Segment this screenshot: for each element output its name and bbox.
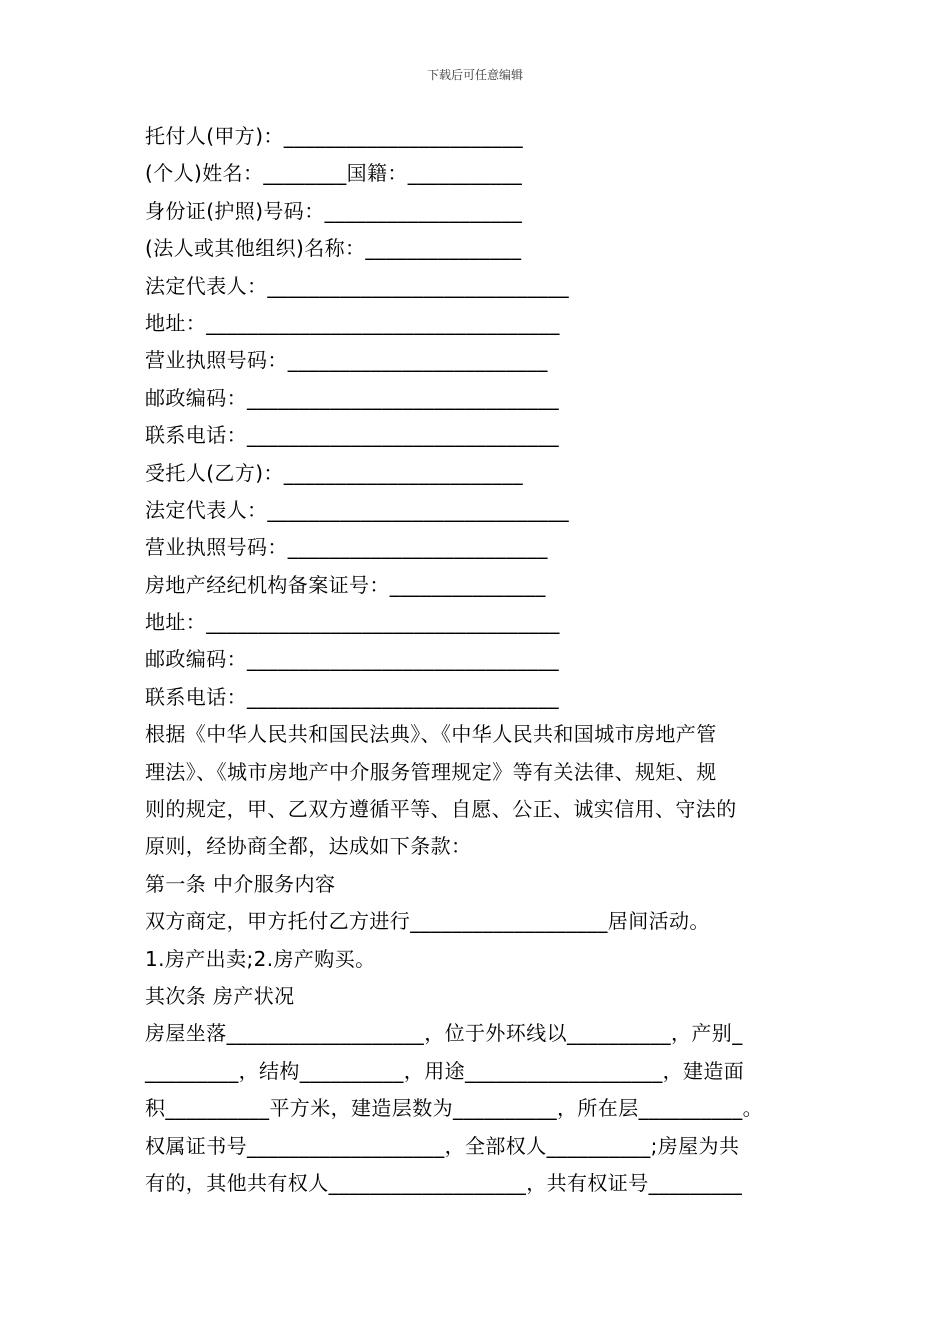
article-1-title: 第一条 中介服务内容	[145, 871, 336, 896]
article-2-line: 积__________平方米，建造层数为__________，所在层__________。	[145, 1096, 763, 1121]
article-2-title: 其次条 房产状况	[145, 983, 295, 1008]
intro-line: 原则，经协商全都，达成如下条款：	[145, 834, 472, 859]
intro-line: 理法》、《城市房地产中介服务管理规定》等有关法律、规矩、规	[145, 759, 717, 784]
agency-registration-line: 房地产经纪机构备案证号：_______________	[145, 572, 546, 597]
legal-rep-line: 法定代表人：_____________________________	[145, 273, 569, 298]
phone-line: 联系电话：______________________________	[145, 423, 559, 448]
article-1-options: 1.房产出卖;2.房产购买。	[145, 946, 376, 971]
article-2-line: 权属证书号___________________，全部权人__________;房屋为共	[145, 1133, 740, 1158]
intro-paragraph	[145, 716, 807, 866]
party-b-postal-code-line: 邮政编码：______________________________	[145, 647, 559, 672]
party-b-legal-rep-line: 法定代表人：_____________________________	[145, 497, 569, 522]
intro-line: 根据《中华人民共和国民法典》、《中华人民共和国城市房地产管	[145, 722, 717, 747]
id-number-line: 身份证(护照)号码：___________________	[145, 198, 523, 223]
party-b-line: 受托人(乙方)：_______________________	[145, 460, 524, 485]
article-2-paragraph	[145, 1015, 807, 1202]
page-header: 下载后可任意编辑	[426, 68, 523, 82]
article-1-body: 双方商定，甲方托付乙方进行___________________居间活动。	[145, 909, 710, 934]
name-nationality-line: (个人)姓名：________国籍：___________	[145, 161, 523, 186]
party-b-license-line: 营业执照号码：_________________________	[145, 535, 548, 560]
article-2-line: _________，结构__________，用途___________________，建造面	[145, 1058, 745, 1083]
article-2-line: 有的，其他共有权人___________________，共有权证号_________	[145, 1170, 743, 1195]
postal-code-line: 邮政编码：______________________________	[145, 385, 559, 410]
contract-body	[145, 118, 807, 1202]
org-name-line: (法人或其他组织)名称：_______________	[145, 236, 522, 261]
party-b-address-line: 地址：__________________________________	[145, 610, 560, 635]
party-a-line: 托付人(甲方)：_______________________	[145, 124, 524, 148]
article-2-line: 房屋坐落___________________，位于外环线以__________，产别_	[145, 1021, 743, 1046]
intro-line: 则的规定，甲、乙双方遵循平等、自愿、公正、诚实信用、守法的	[145, 797, 737, 822]
address-line: 地址：__________________________________	[145, 310, 560, 335]
license-number-line: 营业执照号码：_________________________	[145, 348, 548, 373]
party-b-phone-line: 联系电话：______________________________	[145, 684, 559, 709]
